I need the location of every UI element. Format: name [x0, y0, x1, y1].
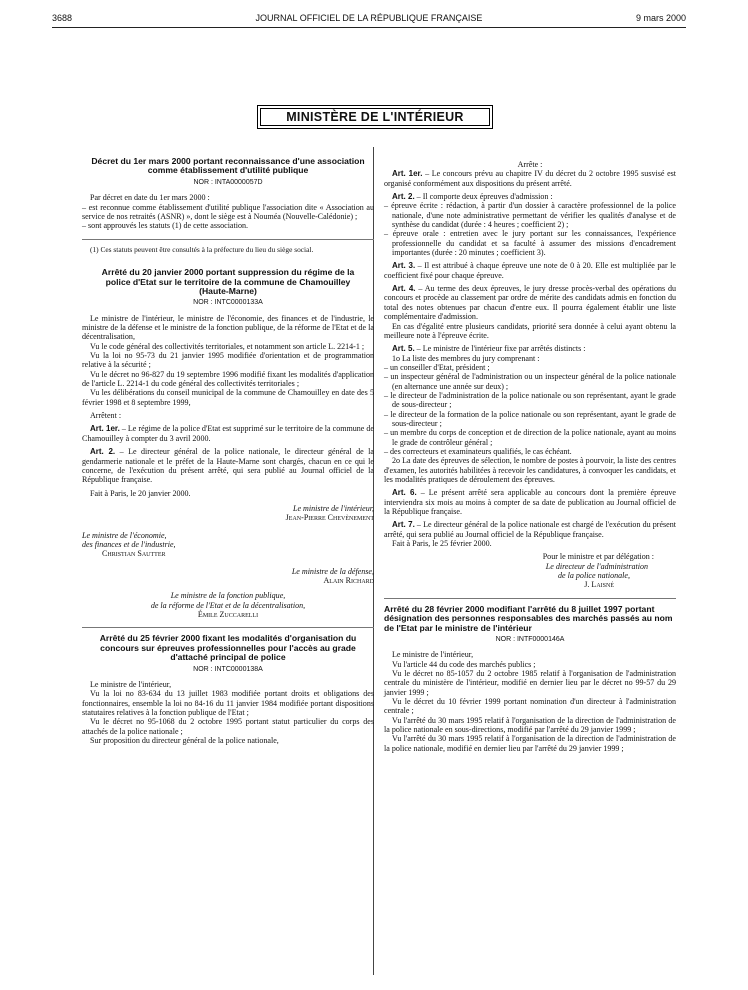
arrete-title: Arrêté du 20 janvier 2000 portant suppression du régime de la police d'Etat sur le territoire de la commune de Chamouilley (Haute-Marne) [101, 267, 355, 296]
article: Art. 1er. – Le concours prévu au chapitre IV du décret du 2 octobre 1995 susvisé est organisé conformément aux dispositions du présent arrêté. [384, 169, 677, 188]
paragraph: Vu le décret no 85-1057 du 2 octobre 1985 relatif à l'organisation de l'administration centrale du ministère de l'intérieur, modifié en dernier lieu par le décret no 99-57 du 29 janvier 1999 ; [384, 669, 676, 697]
arrete-title: Arrêté du 28 février 2000 modifiant l'arrêté du 8 juillet 1997 portant désignation des personnes responsables des marchés passés au nom de l'Etat par le ministre de l'intérieur [384, 603, 673, 633]
article-label: Art. 7. [392, 520, 415, 530]
paragraph: Vu le décret du 10 février 1999 portant nomination d'un directeur à l'administration centrale ; [384, 697, 676, 716]
paragraph: En cas d'égalité entre plusieurs candidats, priorité sera donnée à celui ayant obtenu la meilleure note à l'épreuve écrite. [384, 321, 676, 340]
separator [384, 598, 676, 599]
signature-name: J. Laisné [584, 580, 614, 590]
ministry-heading-box [257, 105, 493, 129]
fait-a-paris: Fait à Paris, le 20 janvier 2000. [90, 488, 191, 498]
separator [82, 239, 374, 240]
list-item: – un membre du corps de conception et de direction de la police nationale, ayant au moins le grade de contrôleur général ; [384, 428, 676, 447]
signature-role: Le ministre de l'intérieur, [293, 503, 374, 513]
list-item: – un conseiller d'Etat, président ; [384, 362, 490, 372]
list-item: – épreuve orale : entretien avec le jury portant sur les connaissances, l'expérience professionnelle du candidat et sa faculté à assumer des missions d'encadrement importantes (durée : 20 minutes ; coefficient 3). [384, 229, 676, 258]
paragraph: Vu l'arrêté du 30 mars 1995 relatif à l'organisation de la direction de l'administration de la police nationale en sous-directions, modifié par l'arrêté du 29 janvier 1999 ; [384, 715, 676, 735]
footnote: (1) Ces statuts peuvent être consultés à la préfecture du lieu du siège social. [90, 244, 314, 254]
article-label: Art. 4. [392, 284, 416, 294]
article-label: Art. 6. [392, 488, 417, 498]
article-label: Art. 1er. [90, 424, 120, 434]
signature-role: des finances et de l'industrie, [82, 539, 176, 549]
paragraph: 1o La liste des membres du jury comprenant : [392, 353, 540, 363]
paragraph: Vu la loi no 95-73 du 21 janvier 1995 modifiée d'orientation et de programmation relative à la sécurité ; [82, 351, 374, 370]
arretent: Arrêtent : [90, 411, 122, 421]
paragraph: Le ministre de l'intérieur, le ministre de l'économie, des finances et de l'industrie, le ministre de la défense et le ministre de la fonction publique, de la réforme de l'Etat et de la décentralisation, [82, 313, 374, 342]
issue-date: 9 mars 2000 [635, 13, 686, 23]
article-label: Art. 3. [392, 261, 416, 271]
arrete-nor: NOR : INTF0000146A [495, 636, 565, 643]
article: Art. 2. – Il comporte deux épreuves d'admission : [392, 192, 553, 202]
paragraph: Par décret en date du 1er mars 2000 : [90, 193, 210, 203]
signature-role: Le ministre de la fonction publique, [170, 591, 286, 601]
paragraph: Vu l'arrêté du 30 mars 1995 relatif à l'organisation de la direction de l'administration de la police nationale, modifié en dernier lieu par l'arrêté du 29 janvier 1999 ; [384, 734, 676, 753]
arrete-title: Arrêté du 25 février 2000 fixant les modalités d'organisation du concours sur épreuves professionnelles pour l'accès au grade d'attaché principal de police [99, 633, 357, 663]
right-column [384, 160, 676, 753]
signature-name: Émile Zuccarelli [197, 609, 259, 619]
paragraph: Vu le code général des collectivités territoriales, et notamment son article L. 2214-1 ; [90, 341, 365, 351]
paragraph: Vu le décret no 96-827 du 19 septembre 1996 modifié fixant les modalités d'application de l'article L. 2214-1 du code général des collectivités territoriales ; [82, 369, 374, 389]
article: Art. 1er. – Le régime de la police d'Etat est supprimé sur le territoire de la commune de Chamouilley à compter du 3 avril 2000. [82, 424, 374, 443]
arrete-nor: NOR : INTC0000138A [193, 665, 263, 673]
arrete: Arrête : [517, 160, 543, 169]
signature-role: de la réforme de l'Etat et de la décentralisation, [150, 600, 306, 610]
page-header [52, 13, 686, 28]
decree-title: Décret du 1er mars 2000 portant reconnaissance d'une association comme établissement d'utilité publique [91, 156, 365, 176]
paragraph: Vu la loi no 83-634 du 13 juillet 1983 modifiée portant droits et obligations des fonctionnaires, ensemble la loi no 84-16 du 11 janvier 1984 modifiée portant dispositions statutaires relatives à la fonction publique de l'Etat ; [82, 689, 374, 717]
article-label: Art. 1er. [392, 169, 423, 179]
signature-line: Pour le ministre et par délégation : [542, 552, 654, 562]
paragraph: Le ministre de l'intérieur, [90, 679, 172, 689]
journal-title: JOURNAL OFFICIEL DE LA RÉPUBLIQUE FRANÇAISE [255, 13, 483, 23]
article: Art. 3. – Il est attribué à chaque épreuve une note de 0 à 20. Elle est multipliée par le coefficient fixé pour chaque épreuve. [384, 261, 676, 280]
signature-name: Christian Sautter [102, 549, 166, 559]
paragraph: Vu l'article 44 du code des marchés publics ; [392, 659, 536, 669]
list-item: – un inspecteur général de l'administration ou un inspecteur général de la police nationale (en alternance une année sur deux) ; [384, 372, 676, 391]
list-item: – épreuve écrite : rédaction, à partir d'un dossier à caractère professionnel de la police nationale, d'une note administrative permettant de vérifier les qualités d'analyse et de synthèse du candidat (durée : 4 heures ; coefficient 2) ; [384, 201, 676, 230]
ministry-title: MINISTÈRE DE L'INTÉRIEUR [260, 108, 490, 126]
decree-nor: NOR : INTA0000057D [193, 178, 263, 186]
paragraph: Vu le décret no 95-1068 du 2 octobre 1995 portant statut particulier du corps des attachés de la police nationale ; [82, 717, 374, 736]
signature-role: Le ministre de l'économie, [82, 530, 167, 540]
article: Art. 4. – Au terme des deux épreuves, le jury dresse procès-verbal des opérations du concours et procède au classement par ordre de mérite des candidats admis en fonction du total des notes obtenues par chacun d'entre eux. Il pourra également établir une liste complémentaire d'admission. [384, 284, 676, 322]
article: Art. 7. – Le directeur général de la police nationale est chargé de l'exécution du présent arrêté, qui sera publié au Journal officiel de la République française. [384, 520, 676, 539]
list-item: – le directeur de la formation de la police nationale ou son représentant, ayant le grade de sous-directeur ; [384, 409, 676, 428]
article: Art. 2. – Le directeur général de la police nationale, le directeur général de la gendarmerie nationale et le préfet de la Haute-Marne sont chargés, chacun en ce qui le concerne, de l'exécution du présent arrêté, qui sera publié au Journal officiel de la République française. [82, 447, 374, 485]
left-column [82, 157, 374, 745]
paragraph: Vu les délibérations du conseil municipal de la commune de Chamouilley en date des 5 février 1998 et 8 septembre 1999, [82, 388, 374, 407]
article-label: Art. 2. [90, 447, 116, 457]
page-number: 3688 [52, 13, 73, 23]
signature-name: Jean-Pierre Chevènement [285, 513, 374, 523]
article: Art. 6. – Le présent arrêté sera applicable au concours dont la première épreuve interviendra six mois au moins à compter de sa date de publication au Journal officiel de la République française. [384, 488, 677, 517]
paragraph: – sont approuvés les statuts (1) de cette association. [82, 221, 249, 231]
list-item: – le directeur de l'administration de la police nationale ou son représentant, ayant le grade de sous-directeur ; [384, 390, 676, 410]
paragraph: – est reconnue comme établissement d'utilité publique l'association dite « Association au service de nos retraités (ASNR) », dont le siège est à Nouméa (Nouvelle-Calédonie) ; [82, 202, 374, 221]
signature-name: Alain Richard [323, 575, 374, 585]
fait-a-paris: Fait à Paris, le 25 février 2000. [392, 539, 492, 549]
arrete-nor: NOR : INTC0000133A [193, 299, 263, 307]
signature-role: Le directeur de l'administration [545, 561, 648, 571]
signature-role: Le ministre de la défense, [291, 566, 374, 576]
article-label: Art. 2. [392, 192, 415, 202]
signature-role: de la police nationale, [558, 571, 630, 581]
list-item: – des correcteurs et examinateurs qualifiés, le cas échéant. [384, 446, 572, 456]
paragraph: Sur proposition du directeur général de la police nationale, [90, 735, 279, 745]
paragraph: 2o La date des épreuves de sélection, le nombre de postes à pourvoir, la liste des centres d'examen, les autorités habilitées à recevoir les candidatures, à convoquer les candidats, et les modalités pratiques de déroulement des épreuves. [384, 456, 676, 484]
article: Art. 5. – Le ministre de l'intérieur fixe par arrêtés distincts : [392, 344, 586, 354]
separator [82, 627, 374, 628]
article-label: Art. 5. [392, 344, 415, 354]
paragraph: Le ministre de l'intérieur, [392, 650, 474, 660]
